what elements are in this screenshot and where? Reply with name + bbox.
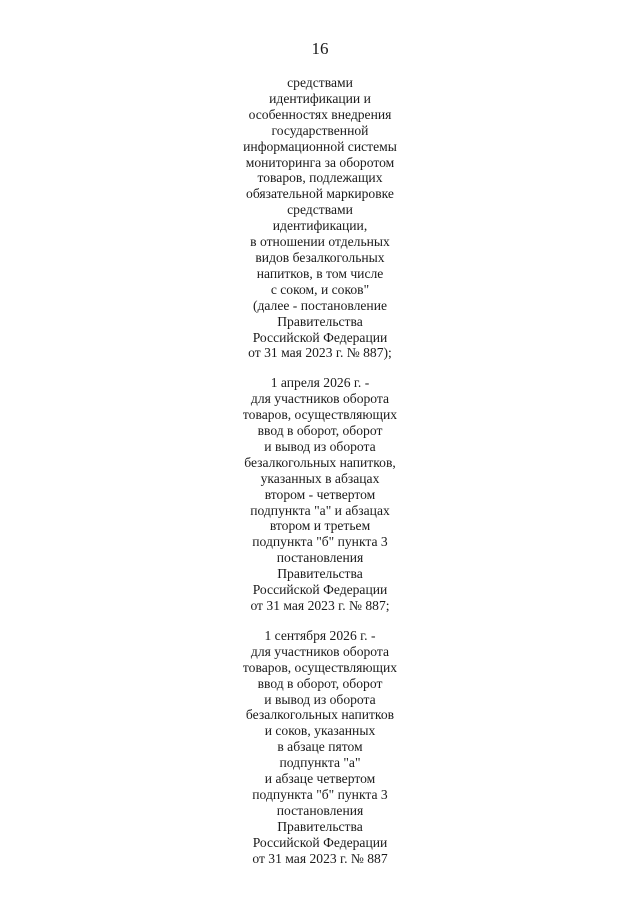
text-line: идентификации, (272, 218, 368, 234)
text-line: 1 сентября 2026 г. - (264, 627, 376, 643)
text-line: товаров, осуществляющих (242, 407, 398, 423)
text-line: в абзаце пятом (277, 739, 363, 755)
text-line: информационной системы (243, 138, 397, 154)
page-number: 16 (311, 39, 329, 58)
text-line: средствами (287, 202, 353, 218)
text-line: безалкогольных напитков (245, 707, 395, 723)
text-line: безалкогольных напитков, (244, 454, 396, 470)
text-line: и вывод из оборота (264, 438, 376, 454)
text-line: и соков, указанных (264, 723, 376, 739)
text-line: Российской Федерации (252, 582, 388, 598)
text-line: напитков, в том числе (256, 265, 384, 281)
text-line: (далее - постановление (252, 297, 388, 313)
text-line: обязательной маркировке (246, 186, 394, 202)
text-line: с соком, и соков" (270, 281, 370, 297)
text-line: в отношении отдельных (250, 234, 390, 250)
text-line: подпункта "б" пункта 3 (252, 534, 388, 550)
paragraph-block-2 (0, 375, 640, 614)
paragraph-block-1 (0, 75, 640, 361)
text-line: средствами (287, 75, 353, 90)
text-line: Правительства (277, 566, 363, 582)
text-line: указанных в абзацах (260, 470, 380, 486)
text-line: постановления (276, 802, 364, 818)
text-line: товаров, подлежащих (257, 170, 383, 186)
text-line: от 31 мая 2023 г. № 887; (250, 598, 390, 613)
text-line: и абзаце четвертом (264, 771, 376, 787)
text-line: подпункта "б" пункта 3 (252, 786, 388, 802)
paragraph-block-3 (0, 628, 640, 867)
text-line: Российской Федерации (252, 834, 388, 850)
text-line: Российской Федерации (252, 329, 388, 345)
text-line: ввод в оборот, оборот (257, 675, 383, 691)
text-line: ввод в оборот, оборот (257, 423, 383, 439)
text-line: и вывод из оборота (264, 691, 376, 707)
text-line: товаров, осуществляющих (242, 659, 398, 675)
text-line: втором - четвертом (264, 486, 376, 502)
text-line: для участников оборота (250, 643, 390, 659)
text-line: Правительства (277, 818, 363, 834)
text-line: постановления (276, 550, 364, 566)
text-line: Правительства (277, 313, 363, 329)
text-line: 1 апреля 2026 г. - (270, 375, 370, 391)
text-line: государственной (271, 122, 369, 138)
text-line: идентификации и (269, 90, 371, 106)
text-line: втором и третьем (269, 518, 371, 534)
text-line: от 31 мая 2023 г. № 887 (252, 850, 388, 866)
text-line: особенностях внедрения (248, 106, 392, 122)
text-line: видов безалкогольных (255, 249, 385, 265)
text-line: от 31 мая 2023 г. № 887); (248, 345, 392, 361)
text-line: для участников оборота (250, 391, 390, 407)
text-line: подпункта "а" и абзацах (250, 502, 390, 518)
document-body (0, 75, 640, 867)
text-line: мониторинга за оборотом (245, 154, 395, 170)
text-line: подпункта "а" (279, 755, 361, 771)
